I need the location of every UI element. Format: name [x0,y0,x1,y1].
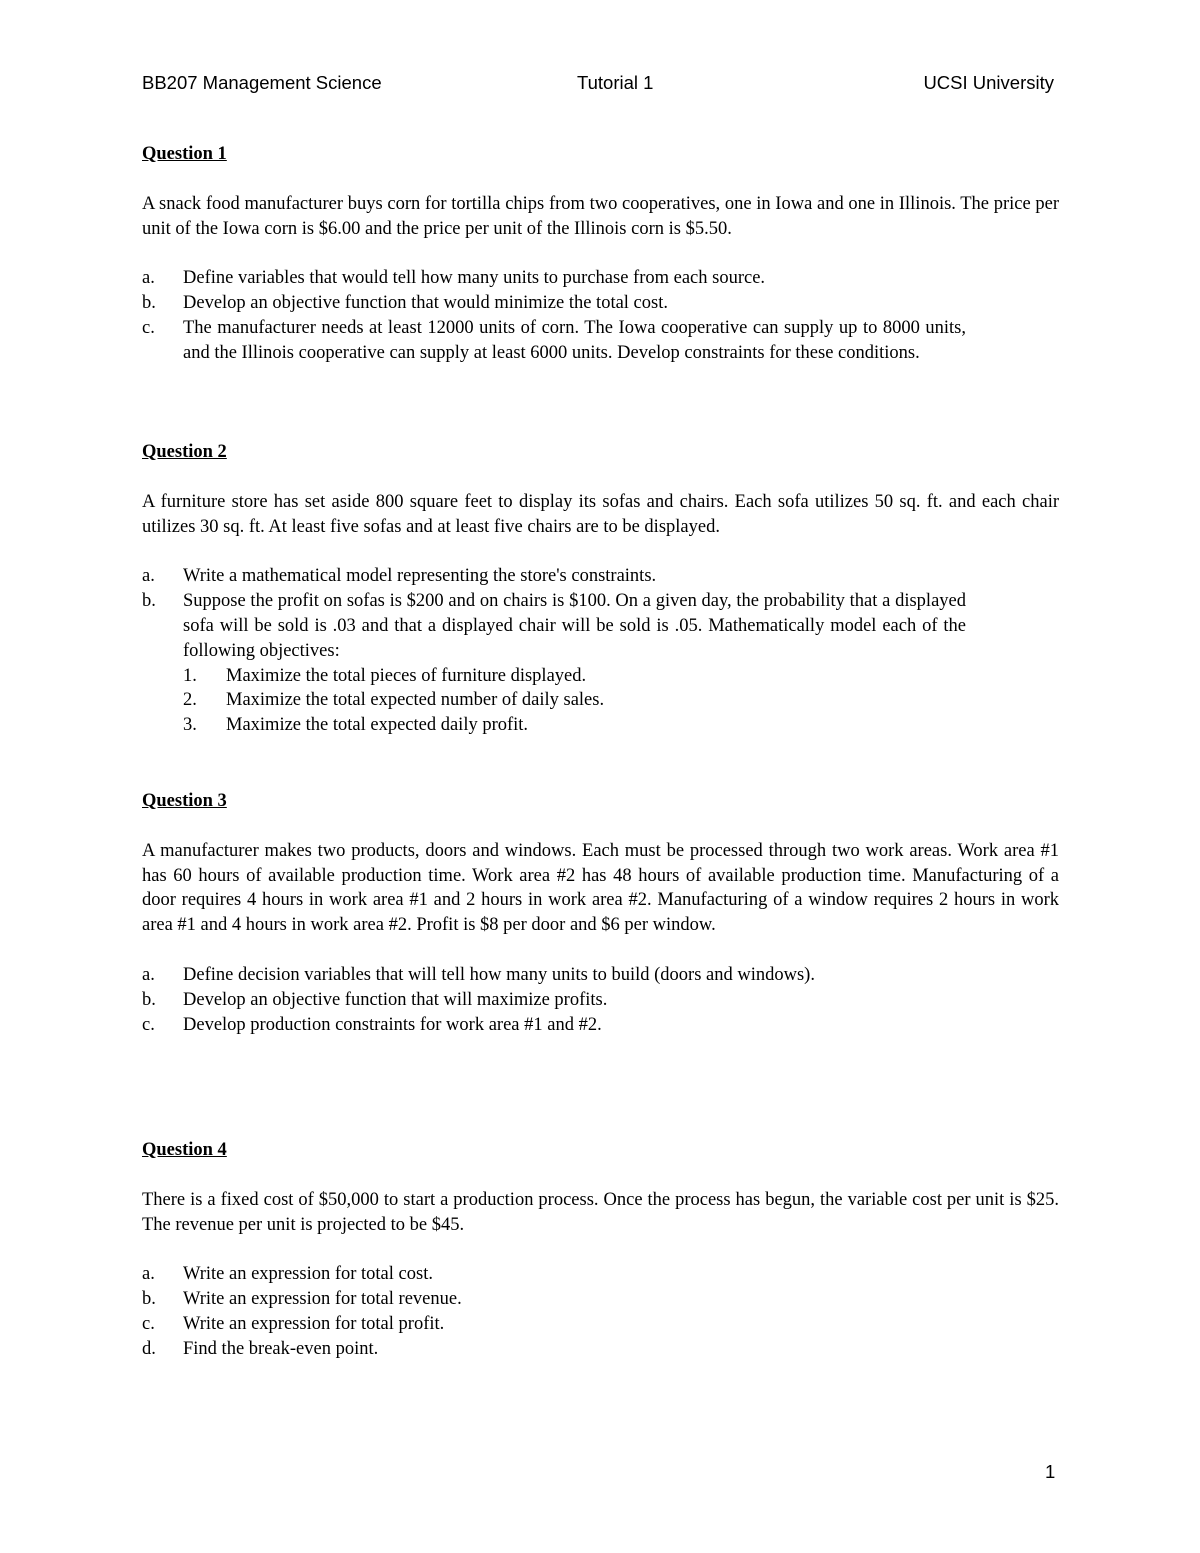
list-item-text: Maximize the total pieces of furniture displayed. [226,665,587,686]
list-item-text: Write an expression for total revenue. [183,1289,462,1310]
list-item-text: Write a mathematical model representing the store's constraints. [183,566,657,587]
list-item [142,1287,966,1312]
list-item-text: The manufacturer needs at least 12000 units of corn. The Iowa cooperative can supply up to 8000 units, and the Illinois cooperative can supply at least 6000 units. Develop constraints for these conditions. [183,317,966,363]
list-item-text: Write an expression for total profit. [183,1313,445,1334]
sub-list-item [183,713,966,738]
list-item [142,266,966,291]
list-marker: a. [142,566,155,587]
list-item-text: Develop an objective function that will maximize profits. [183,989,608,1010]
list-item [142,963,966,988]
question-parts [142,266,1059,365]
question-1 [142,142,1059,440]
list-item [142,316,966,366]
list-item [142,291,966,316]
list-item-text: Suppose the profit on sofas is $200 and on chairs is $100. On a given day, the probability that a displayed sofa will be sold is .03 and that a displayed chair will be sold is .05. Mathematically model each of the following objectives: [183,591,966,661]
question-3 [142,789,1059,1138]
sub-list-item [183,688,966,713]
question-title: Question 2 [142,442,227,462]
objective-list [183,664,966,738]
list-item [142,988,966,1013]
list-marker: b. [142,989,156,1010]
tutorial-title: Tutorial 1 [577,72,654,93]
question-2 [142,440,1059,789]
list-item-text: Find the break-even point. [183,1338,379,1359]
question-title: Question 3 [142,791,227,811]
list-marker: d. [142,1338,156,1359]
list-item-text: Write an expression for total cost. [183,1264,433,1285]
question-text: A furniture store has set aside 800 square feet to display its sofas and chairs. Each sofa utilizes 50 sq. ft. and each chair utilizes 30 sq. ft. At least five sofas and at least five chairs are to be displayed. [142,491,1059,537]
course-title: BB207 Management Science [142,72,382,93]
university-name: UCSI University [923,72,1054,93]
list-marker: a. [142,964,155,985]
document-body [142,142,1059,1388]
list-marker: c. [142,317,155,338]
list-item-text: Develop production constraints for work area #1 and #2. [183,1014,602,1035]
list-item [142,564,966,589]
page-header [142,72,1054,98]
list-marker: c. [142,1313,155,1334]
list-marker: b. [142,293,156,314]
list-item [142,1013,966,1038]
question-title: Question 1 [142,144,227,164]
question-text: There is a fixed cost of $50,000 to start a production process. Once the process has begun, the variable cost per unit is $25. The revenue per unit is projected to be $45. [142,1189,1059,1235]
list-item [142,1312,966,1337]
list-marker: b. [142,1289,156,1310]
list-marker: 3. [183,715,197,736]
page-number: 1 [1045,1461,1056,1482]
list-marker: a. [142,1264,155,1285]
list-marker: a. [142,268,155,289]
list-item-text: Maximize the total expected number of daily sales. [226,690,605,711]
question-4 [142,1138,1059,1388]
list-marker: b. [142,591,156,612]
list-item [142,1337,966,1362]
question-text: A manufacturer makes two products, doors and windows. Each must be processed through two work areas. Work area #1 has 60 hours of available production time. Work area #2 has 48 hours of available production time. Manufacturing of a door requires 4 hours in work area #1 and 2 hours in work area #2. Manufacturing of a window requires 2 hours in work area #1 and 4 hours in work area #2. Profit is $8 per door and $6 per window. [142,840,1059,936]
list-item-text: Maximize the total expected daily profit. [226,715,529,736]
list-item [142,589,966,738]
question-text: A snack food manufacturer buys corn for tortilla chips from two cooperatives, one in Iowa and one in Illinois. The price per unit of the Iowa corn is $6.00 and the price per unit of the Illinois corn is $5.50. [142,193,1059,239]
list-item-text: Develop an objective function that would minimize the total cost. [183,293,668,314]
question-title: Question 4 [142,1140,227,1160]
list-marker: c. [142,1014,155,1035]
question-parts [142,1262,1059,1361]
list-item-text: Define variables that would tell how many units to purchase from each source. [183,268,766,289]
question-parts [142,564,1059,738]
sub-list-item [183,664,966,689]
list-marker: 1. [183,665,197,686]
list-marker: 2. [183,690,197,711]
list-item-text: Define decision variables that will tell how many units to build (doors and windows). [183,964,815,985]
question-parts [142,963,1059,1037]
list-item [142,1262,966,1287]
